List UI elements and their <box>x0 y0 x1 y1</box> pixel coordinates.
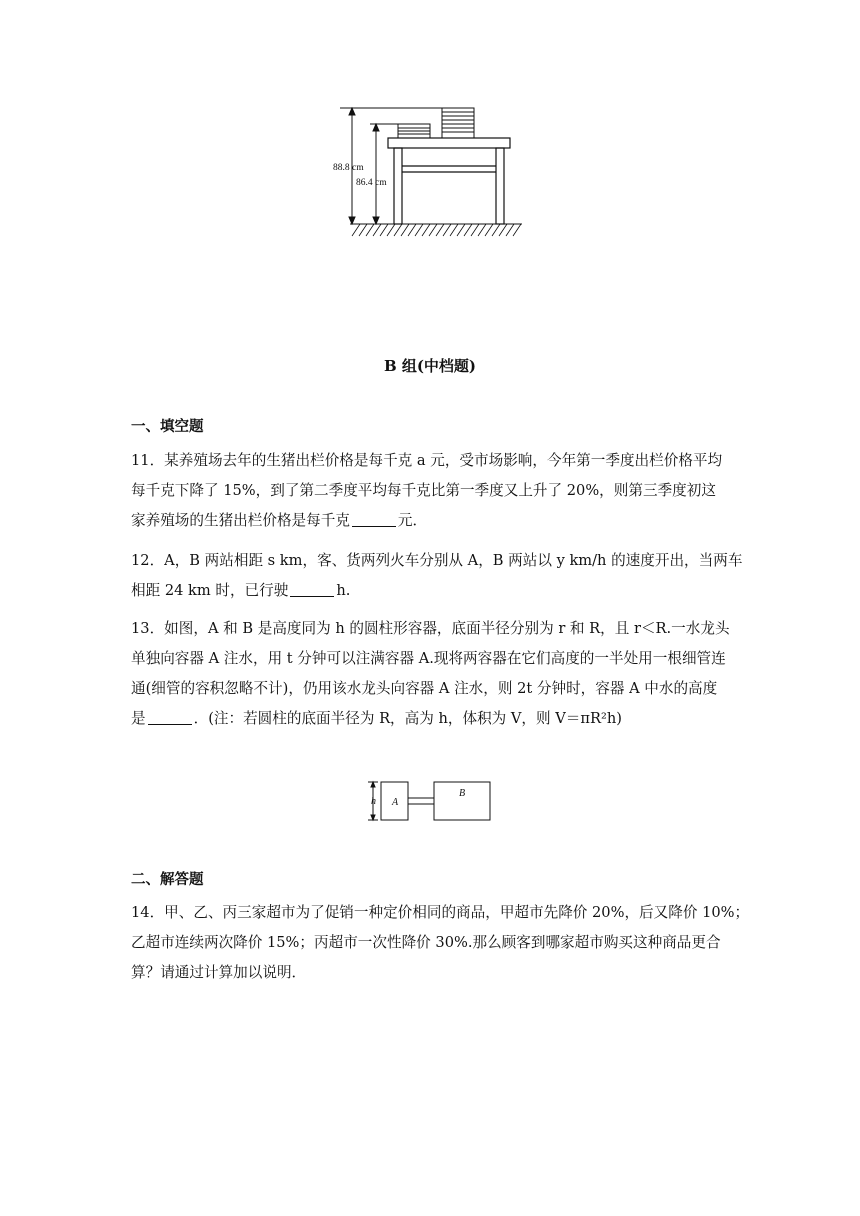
q12-line1: 12．A，B 两站相距 s km，客、货两列火车分别从 A，B 两站以 y km/h 的速度开出，当两车 <box>131 552 743 569</box>
q11-line3-start: 家养殖场的生猪出栏价格是每千克 <box>131 512 350 529</box>
ground <box>350 224 522 236</box>
table-height-figure <box>332 102 528 242</box>
q13-line1: 13．如图，A 和 B 是高度同为 h 的圆柱形容器，底面半径分别为 r 和 R，且 r＜R.一水龙头 <box>131 620 730 637</box>
q11-line2: 每千克下降了 15%，到了第二季度平均每千克比第一季度又上升了 20%，则第三季度初这 <box>131 482 716 499</box>
question-14 <box>131 898 750 988</box>
answer-blank <box>290 581 334 597</box>
q11-line3-end: 元． <box>397 512 428 529</box>
q11-line3 <box>131 506 731 536</box>
container-b-label: B <box>459 788 466 799</box>
answer-heading: 二、解答题 <box>131 871 204 888</box>
containers-figure <box>364 778 494 824</box>
inner-height-label: 86.4 cm <box>356 178 387 188</box>
q12-line2 <box>131 576 731 606</box>
outer-height-label: 88.8 cm <box>333 163 364 173</box>
fill-in-heading: 一、填空题 <box>131 418 204 435</box>
q12-line2-end: h. <box>336 582 351 599</box>
q14-line1: 14．甲、乙、丙三家超市为了促销一种定价相同的商品，甲超市先降价 20%，后又降价 10%； <box>131 904 750 921</box>
answer-blank <box>148 709 192 725</box>
q13-line4-start: 是 <box>131 710 146 727</box>
height-label: h <box>371 796 376 807</box>
q11-line1: 11．某养殖场去年的生猪出栏价格是每千克 a 元，受市场影响，今年第一季度出栏价格平均 <box>131 452 723 469</box>
answer-blank <box>352 511 396 527</box>
question-12 <box>131 546 743 606</box>
question-13 <box>131 614 731 734</box>
q14-line3: 算？请通过计算加以说明． <box>131 964 307 981</box>
tall-book-stack <box>442 108 474 138</box>
q14-line2: 乙超市连续两次降价 15%；丙超市一次性降价 30%.那么顾客到哪家超市购买这种商品更合 <box>131 934 721 951</box>
section-title: B 组(中档题) <box>383 357 477 375</box>
q13-line2: 单独向容器 A 注水，用 t 分钟可以注满容器 A.现将两容器在它们高度的一半处用一根细管连 <box>131 650 726 667</box>
q12-line2-start: 相距 24 km 时，已行驶 <box>131 582 289 599</box>
small-book-stack <box>398 124 430 138</box>
question-11 <box>131 446 731 536</box>
q13-line4-end: ．(注：若圆柱的底面半径为 R，高为 h，体积为 V，则 V＝πR²h) <box>193 710 622 727</box>
q13-line4 <box>131 704 731 734</box>
q13-line3: 通(细管的容积忽略不计)，仍用该水龙头向容器 A 注水，则 2t 分钟时，容器 A 中水的高度 <box>131 680 718 697</box>
table <box>388 138 510 224</box>
container-a-label: A <box>392 797 399 808</box>
